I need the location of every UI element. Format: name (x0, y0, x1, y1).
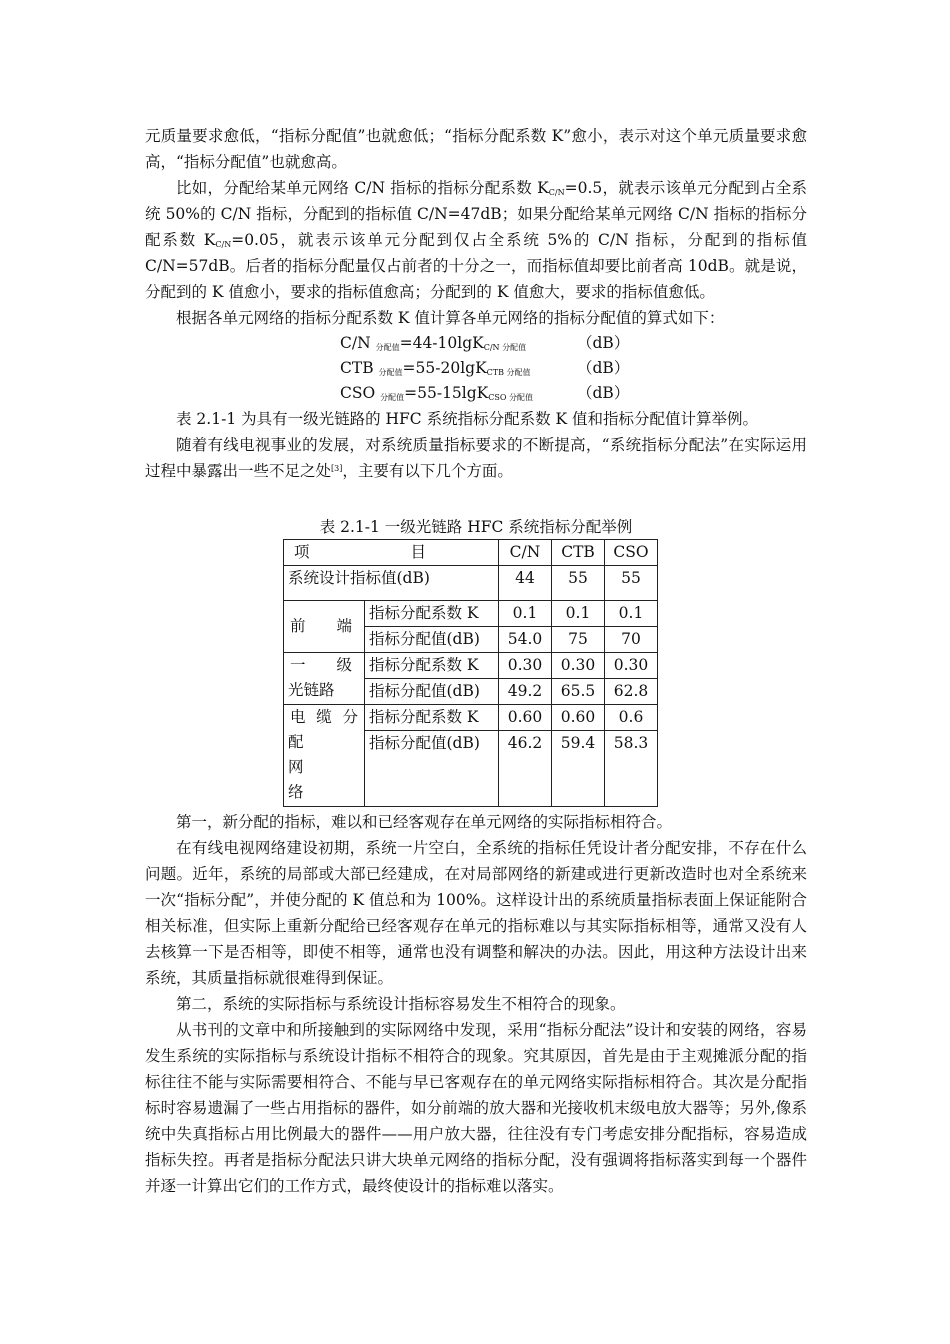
text-run: 比如，分配给某单元网络 C/N 指标的指标分配系数 K (176, 179, 549, 197)
formula-unit: （dB） (577, 334, 630, 352)
formula (145, 331, 807, 356)
row-label: 指标分配系数 K (365, 705, 499, 731)
paragraph (145, 175, 807, 305)
table-cell: 0.60 (499, 705, 552, 731)
formula-expression: C/N $_{分配值}$=44-10lgK$_{C/N 分配值}$ (340, 334, 527, 352)
formula-unit: （dB） (577, 384, 630, 402)
row-label: 指标分配系数 K (365, 601, 499, 627)
group-label-headend: 前 端 (284, 601, 365, 653)
row-label: 指标分配值(dB) (365, 679, 499, 705)
table-cell: 75 (552, 627, 605, 653)
table-cell: 59.4 (552, 731, 605, 807)
table-header-row (284, 540, 658, 566)
table-caption: 表 2.1-1 一级光链路 HFC 系统指标分配举例 (319, 518, 633, 536)
citation-ref: [3] (331, 464, 343, 473)
paragraph: 在有线电视网络建设初期，系统一片空白，全系统的指标任凭设计者分配安排，不存在什么问题。近年，系统的局部或大部已经建成，在对局部网络的新建或进行更新改造时也对全系统来一次“指标分配”，并使分配的 K 值总和为 100%。这样设计出的系统质量指标表面上保证能附合相关标准，但实际上重新分配给已经客观存在单元的指标难以与其实际指标相等，通常又没有人去核算一下是否相等，即使不相等，通常也没有调整和解决的办法。因此，用这种方法设计出来系统，其质量指标就很难得到保证。 (145, 839, 807, 987)
table-cell: 0.30 (552, 653, 605, 679)
design-label: 系统设计指标值(dB) (284, 566, 499, 601)
table-cell: 0.30 (499, 653, 552, 679)
paragraph: 根据各单元网络的指标分配系数 K 值计算各单元网络的指标分配值的算式如下： (176, 309, 725, 327)
header-cso: CSO (605, 540, 658, 566)
table-cell: 0.60 (552, 705, 605, 731)
header-cn: C/N (499, 540, 552, 566)
table-row (284, 705, 658, 731)
header-item: 项 目 (284, 540, 499, 566)
table-cell: 70 (605, 627, 658, 653)
formula (145, 381, 807, 406)
document-body (145, 123, 807, 1199)
table-cell: 55 (605, 566, 658, 601)
row-label: 指标分配值(dB) (365, 627, 499, 653)
text-run: =0.05，就表示该单元分配到仅占全系统 5%的 C/N 指标，分配到的指标值 C/N=57dB。后者的指标分配量仅占前者的十分之一，而指标值却要比前者高 10dB。就是说，分配到的 K 值愈小，要求的指标值愈高；分配到的 K 值愈大，要求的指标值愈低。 (145, 231, 807, 301)
group-label-cable: 电 缆 分 配 网 络 (284, 705, 365, 807)
allocation-table (283, 539, 658, 807)
table-row (284, 566, 658, 601)
formula-unit: （dB） (577, 359, 630, 377)
table-cell: 0.1 (499, 601, 552, 627)
paragraph: 随着有线电视事业的发展，对系统质量指标要求的不断提高，“系统指标分配法”在实际运用过程中暴露出一些不足之处[3]，主要有以下几个方面。 (145, 436, 807, 480)
table-cell: 58.3 (605, 731, 658, 807)
table-row (284, 653, 658, 679)
header-ctb: CTB (552, 540, 605, 566)
paragraph: 表 2.1-1 为具有一级光链路的 HFC 系统指标分配系数 K 值和指标分配值计算举例。 (176, 410, 759, 428)
table-cell: 44 (499, 566, 552, 601)
table-cell: 62.8 (605, 679, 658, 705)
table-cell: 0.1 (552, 601, 605, 627)
table-cell: 46.2 (499, 731, 552, 807)
group-label-optical: 一 级 光链路 (284, 653, 365, 705)
paragraph: 第二，系统的实际指标与系统设计指标容易发生不相符合的现象。 (176, 995, 626, 1013)
formula-block (145, 331, 807, 406)
text-run: =0.5，就表示该单元分配到占全系统 50%的 C/N 指标，分配到的指标值 C/N=47dB；如果分配给某单元网络 C/N 指标的指标分配系数 K (145, 179, 808, 249)
table-cell: 0.1 (605, 601, 658, 627)
table-cell: 54.0 (499, 627, 552, 653)
table-cell: 0.6 (605, 705, 658, 731)
table-cell: 55 (552, 566, 605, 601)
formula-expression: CSO $_{分配值}$=55-15lgK$_{CSO 分配值}$ (340, 384, 533, 402)
table-cell: 49.2 (499, 679, 552, 705)
subscript: C/N (548, 188, 565, 197)
subscript: C/N (215, 240, 232, 249)
table-cell: 0.30 (605, 653, 658, 679)
row-label: 指标分配值(dB) (365, 731, 499, 807)
paragraph: 第一，新分配的指标，难以和已经客观存在单元网络的实际指标相符合。 (176, 813, 673, 831)
formula-expression: CTB $_{分配值}$=55-20lgK$_{CTB 分配值}$ (340, 359, 531, 377)
formula (145, 356, 807, 381)
paragraph: 元质量要求愈低，“指标分配值”也就愈低；“指标分配系数 K”愈小，表示对这个单元质量要求愈高，“指标分配值”也就愈高。 (145, 127, 807, 171)
table-row (284, 601, 658, 627)
table-cell: 65.5 (552, 679, 605, 705)
row-label: 指标分配系数 K (365, 653, 499, 679)
paragraph: 从书刊的文章中和所接触到的实际网络中发现，采用“指标分配法”设计和安装的网络，容易发生系统的实际指标与系统设计指标不相符合的现象。究其原因，首先是由于主观摊派分配的指标往往不能与实际需要相符合、不能与早已客观存在的单元网络实际指标相符合。其次是分配指标时容易遗漏了一些占用指标的器件，如分前端的放大器和光接收机末级电放大器等；另外,像系统中失真指标占用比例最大的器件——用户放大器，往往没有专门考虑安排分配指标，容易造成指标失控。再者是指标分配法只讲大块单元网络的指标分配，没有强调将指标落实到每一个器件并逐一计算出它们的工作方式，最终使设计的指标难以落实。 (145, 1021, 807, 1195)
